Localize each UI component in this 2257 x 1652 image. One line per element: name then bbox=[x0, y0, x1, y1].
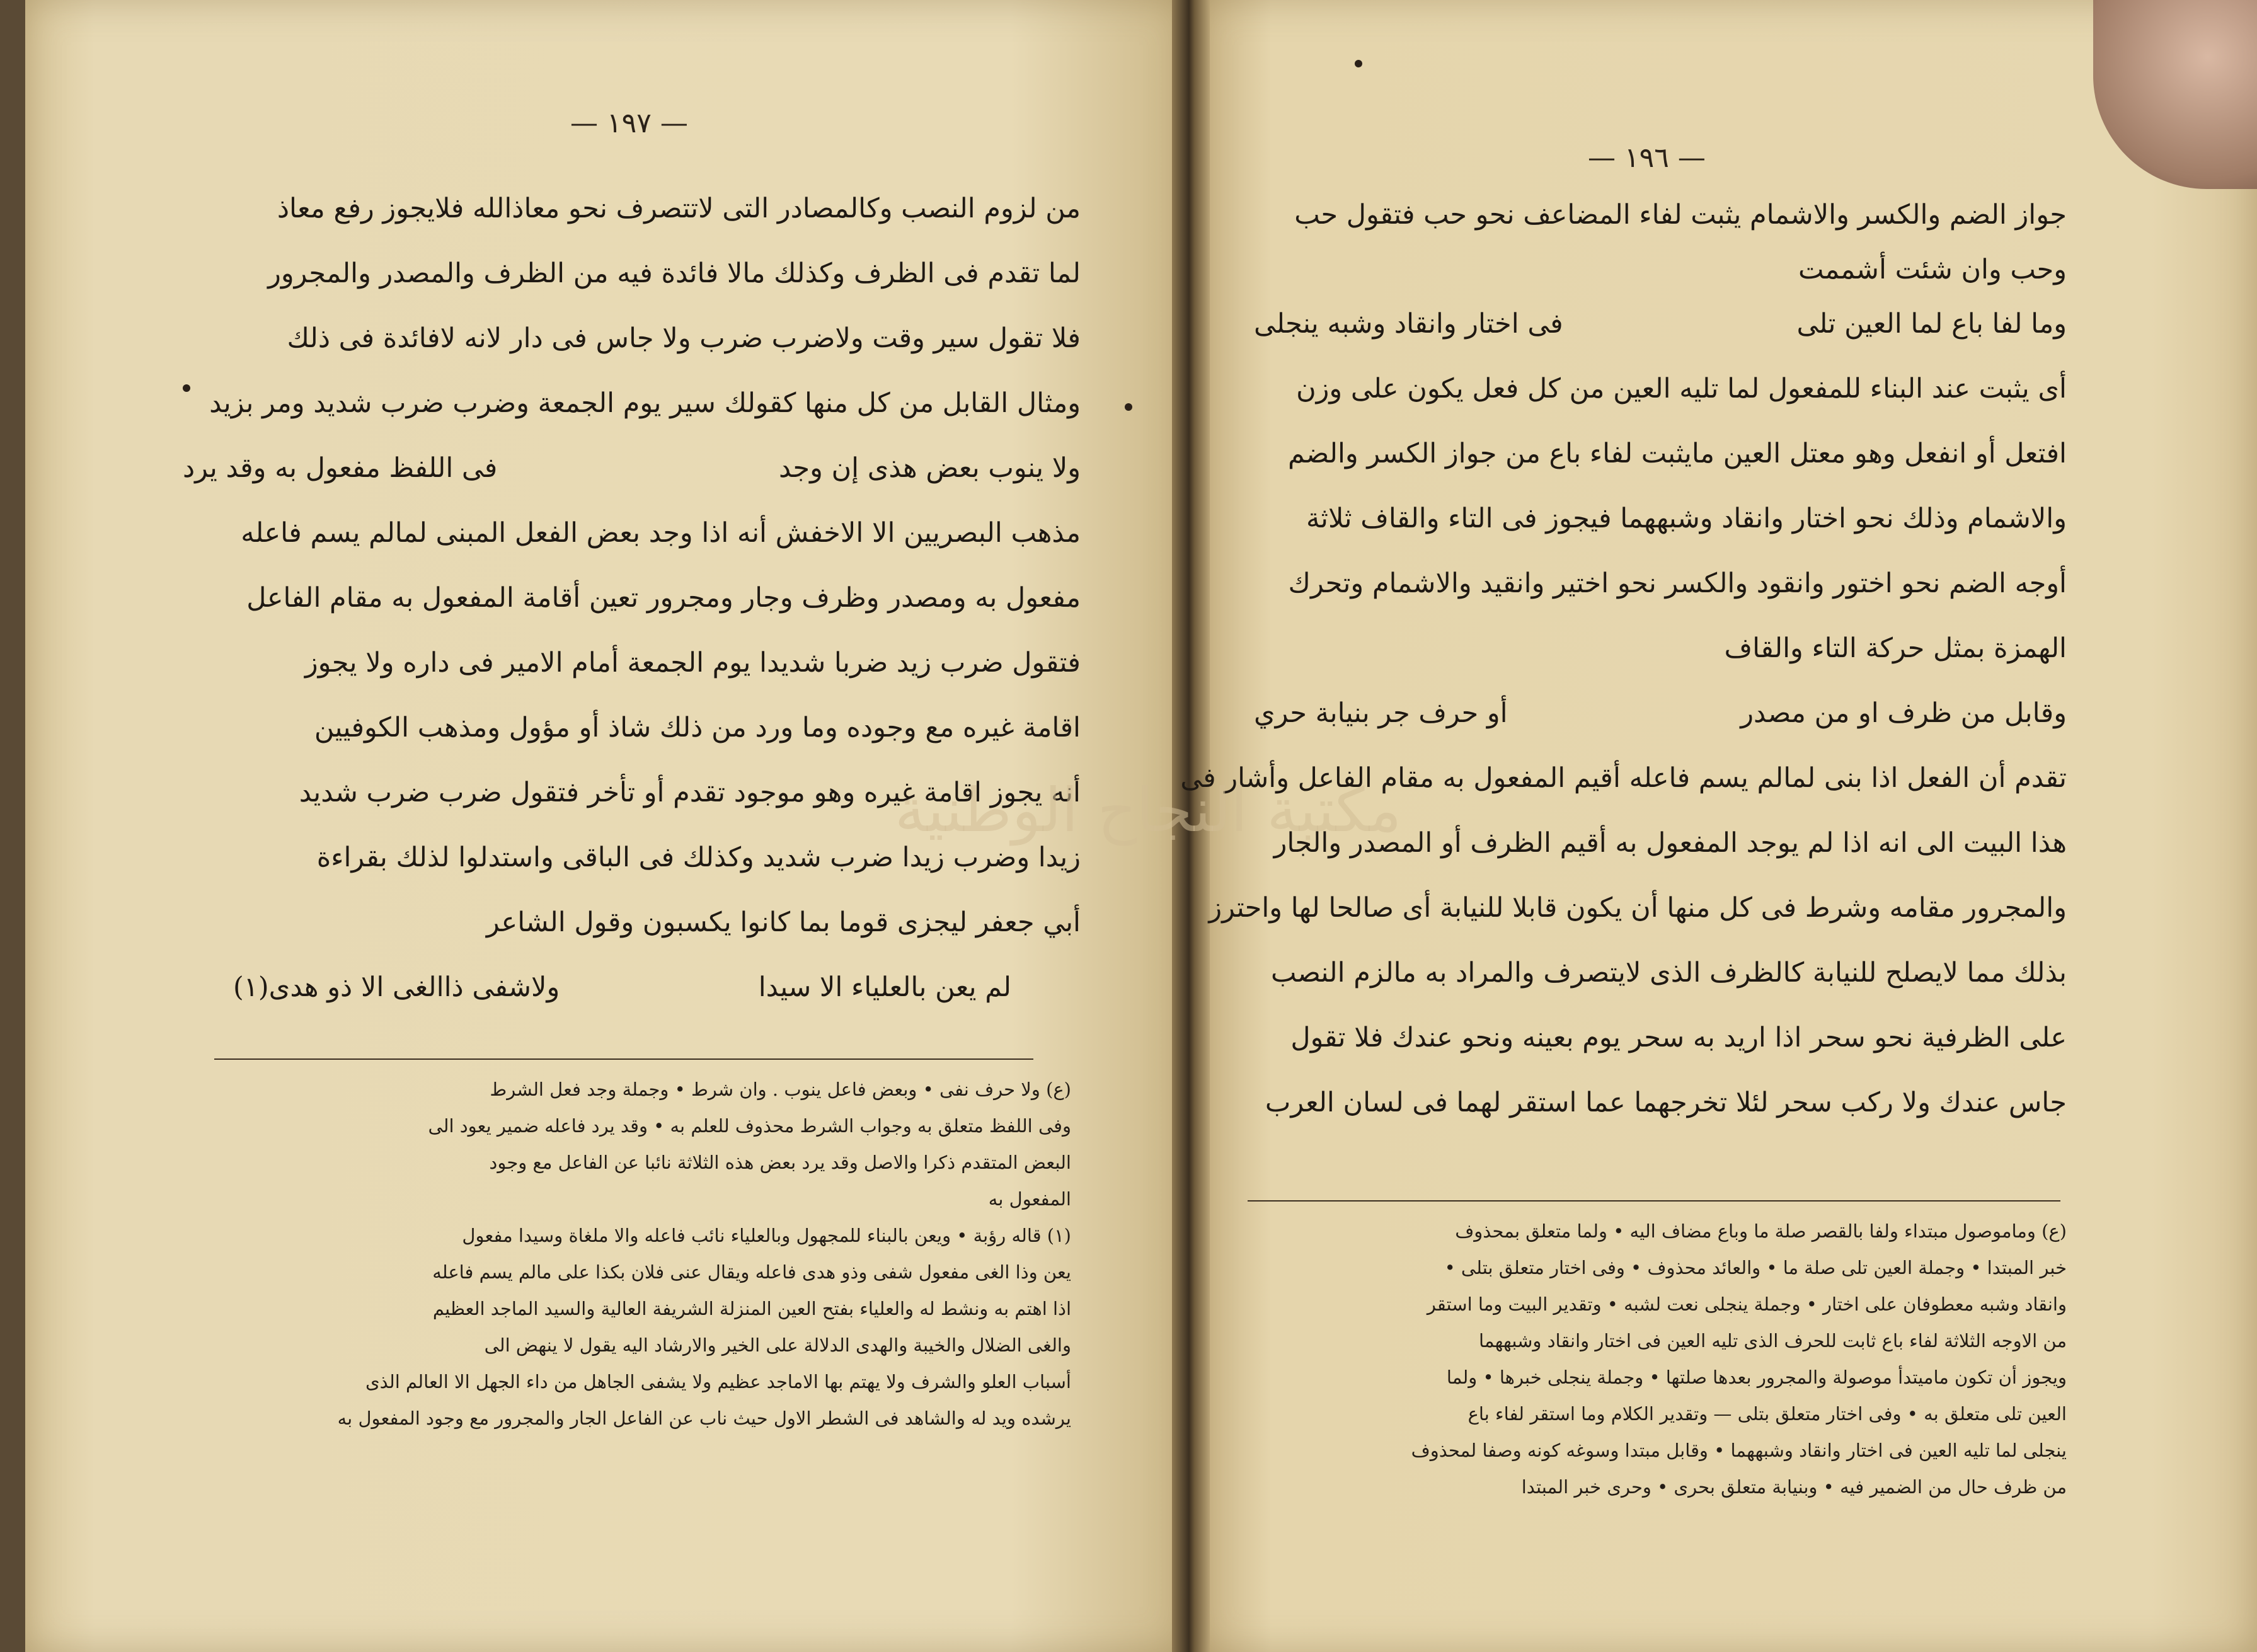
text-line: وحب وان شئت أشممت bbox=[1798, 254, 2067, 285]
text-line: زيدا وضرب زيدا ضرب شديد وكذلك فى الباقى واستدلوا لذلك بقراءة bbox=[316, 842, 1081, 873]
text-line: فلا تقول سير وقت ولاضرب ضرب ولا جاس فى دار لانه لافائدة فى ذلك bbox=[287, 323, 1081, 354]
footnote-line: اذا اهتم به ونشط له والعلياء بفتح العين المنزلة الشريفة العالية والسيد الماجد العظيم bbox=[432, 1298, 1071, 1319]
verse-line bbox=[1254, 292, 2067, 357]
text-line: والمجرور مقامه وشرط فى كل منها أن يكون قابلا للنيابة أى صالحا لها واحترز bbox=[1209, 892, 2067, 924]
verse-hemistich-right: ولا ينوب بعض هذى إن وجد bbox=[778, 452, 1081, 484]
text-line: مذهب البصريين الا الاخفش أنه اذا وجد بعض الفعل المبنى لمالم يسم فاعله bbox=[241, 517, 1081, 549]
footnote-line: أسباب العلو والشرف ولا يهتم بها الاماجد عظيم ولا يشفى الجاهل من داء الجهل الا العالم الذى bbox=[365, 1371, 1071, 1392]
text-line: بذلك مما لايصلح للنيابة كالظرف الذى لايتصرف والمراد به مالزم النصب bbox=[1271, 957, 2067, 989]
page-number-left: — ١٩٧ — bbox=[570, 107, 688, 139]
left-footnotes bbox=[189, 1071, 1071, 1437]
text-line: تقدم أن الفعل اذا بنى لمالم يسم فاعله أقيم المفعول به مقام الفاعل وأشار فى bbox=[1180, 762, 2067, 794]
text-line: اقامة غيره مع وجوده وما ورد من ذلك شاذ أو مؤول ومذهب الكوفيين bbox=[314, 712, 1081, 743]
text-line: والاشمام وذلك نحو اختار وانقاد وشبههما فيجوز فى التاء والقاف ثلاثة bbox=[1306, 503, 2067, 534]
footnote-line: (ع) ولا حرف نفى • وبعض فاعل ينوب . وان شرط • وجملة وجد فعل الشرط bbox=[490, 1079, 1071, 1100]
verse-hemistich-right: وقابل من ظرف او من مصدر bbox=[1740, 697, 2067, 729]
verse-line bbox=[183, 436, 1081, 501]
margin-mark bbox=[1125, 403, 1132, 411]
text-line: أى يثبت عند البناء للمفعول لما تليه العين من كل فعل يكون على وزن bbox=[1296, 373, 2067, 404]
right-footnotes bbox=[1248, 1213, 2067, 1505]
verse-hemistich-left: فى اختار وانقاد وشبه ينجلى bbox=[1254, 308, 1563, 340]
verse-line bbox=[183, 955, 1081, 1020]
text-line: الهمزة بمثل حركة التاء والقاف bbox=[1724, 633, 2067, 664]
page-number-right: — ١٩٦ — bbox=[1588, 142, 1706, 174]
left-main-text bbox=[183, 176, 1081, 1020]
footnote-line: يعن وذا الغى مفعول شفى وذو هدى فاعله ويقال عنى فلان بكذا على مالم يسم فاعله bbox=[432, 1261, 1071, 1283]
text-line: جواز الضم والكسر والاشمام يثبت لفاء المضاعف نحو حب فتقول حب bbox=[1294, 199, 2067, 231]
footnote-line: من الاوجه الثلاثة لفاء باع ثابت للحرف الذى تليه العين فى اختار وانقاد وشبههما bbox=[1479, 1330, 2067, 1351]
footnote-line: والغى الضلال والخيبة والهدى الدلالة على الخير والارشاد اليه يقول لا ينهض الى bbox=[484, 1334, 1071, 1356]
verse-hemistich-right: وما لفا باع لما العين تلى bbox=[1796, 308, 2067, 340]
footnote-line: العين تلى متعلق به • وفى اختار متعلق بتلى — وتقدير الكلام وما استقر لفاء باع bbox=[1467, 1403, 2067, 1425]
footnote-line: من ظرف حال من الضمير فيه • وبنيابة متعلق بحرى • وحرى خبر المبتدا bbox=[1521, 1476, 2067, 1498]
footnote-line: (ع) وماموصول مبتداء ولفا بالقصر صلة ما وباع مضاف اليه • ولما متعلق بمحذوف bbox=[1455, 1220, 2067, 1242]
text-line: أبي جعفر ليجزى قوما بما كانوا يكسبون وقول الشاعر bbox=[486, 907, 1081, 938]
footnote-line: وانقاد وشبه معطوفان على اختار • وجملة ينجلى نعت لشبه • وتقدير البيت وما استقر bbox=[1427, 1293, 2067, 1315]
text-line: أوجه الضم نحو اختور وانقود والكسر نحو اختير وانقيد والاشمام وتحرك bbox=[1288, 568, 2067, 599]
text-line: جاس عندك ولا ركب سحر لئلا تخرجهما عما استقر لهما فى لسان العرب bbox=[1265, 1087, 2067, 1118]
text-line: على الظرفية نحو سحر اذا اريد به سحر يوم بعينه ونحو عندك فلا تقول bbox=[1290, 1022, 2067, 1053]
footnote-line: وفى اللفظ متعلق به وجواب الشرط محذوف للعلم به • وقد يرد فاعله ضمير يعود الى bbox=[428, 1115, 1071, 1137]
footnote-line: خبر المبتدا • وجملة العين تلى صلة ما • والعائد محذوف • وفى اختار متعلق بتلى • bbox=[1444, 1257, 2067, 1278]
text-line: مفعول به ومصدر وظرف وجار ومجرور تعين أقامة المفعول به مقام الفاعل bbox=[246, 582, 1081, 614]
footnote-line: ينجلى لما تليه العين فى اختار وانقاد وشبههما • وقابل مبتدا وسوغه كونه وصفا لمحذوف bbox=[1411, 1440, 2067, 1461]
verse-hemistich-left: فى اللفظ مفعول به وقد يرد bbox=[183, 452, 498, 484]
text-line: ومثال القابل من كل منها كقولك سير يوم الجمعة وضرب ضرب شديد ومر بزيد bbox=[209, 387, 1081, 419]
text-line: هذا البيت الى انه اذا لم يوجد المفعول به أقيم الظرف أو المصدر والجار bbox=[1273, 827, 2067, 859]
footnote-line: (١) قاله رؤبة • ويعن بالبناء للمجهول وبالعلياء نائب فاعله والا ملغاة وسيدا مفعول bbox=[462, 1225, 1071, 1246]
text-line: فتقول ضرب زيد ضربا شديدا يوم الجمعة أمام الامير فى داره ولا يجوز bbox=[304, 647, 1081, 679]
footnote-line: يرشده ويد له والشاهد فى الشطر الاول حيث ناب عن الفاعل الجار والمجرور مع وجود المفعول به bbox=[337, 1408, 1071, 1429]
footnote-divider bbox=[214, 1058, 1033, 1060]
text-line: من لزوم النصب وكالمصادر التى لاتتصرف نحو معاذالله فلايجوز رفع معاذ bbox=[277, 193, 1081, 224]
margin-mark bbox=[183, 384, 190, 392]
footnote-divider bbox=[1248, 1200, 2060, 1202]
text-line: أنه يجوز اقامة غيره وهو موجود تقدم أو تأخر فتقول ضرب ضرب شديد bbox=[299, 777, 1081, 808]
verse-hemistich-left: ولاشفى ذاالغى الا ذو هدى(١) bbox=[233, 972, 560, 1003]
verse-line bbox=[1254, 681, 2067, 746]
verse-hemistich-left: أو حرف جر بنيابة حري bbox=[1254, 697, 1508, 729]
verse-hemistich-right: لم يعن بالعلياء الا سيدا bbox=[758, 972, 1011, 1003]
text-line: لما تقدم فى الظرف وكذلك مالا فائدة فيه من الظرف والمصدر والمجرور bbox=[268, 258, 1081, 289]
text-line: افتعل أو انفعل وهو معتل العين مايثبت لفاء باع من جواز الكسر والضم bbox=[1287, 438, 2067, 469]
footnote-line: ويجوز أن تكون ماميتدأ موصولة والمجرور بعدها صلتها • وجملة ينجلى خبرها • ولما bbox=[1446, 1367, 2067, 1388]
footnote-line: البعض المتقدم ذكرا والاصل وقد يرد بعض هذه الثلاثة نائبا عن الفاعل مع وجود bbox=[489, 1152, 1071, 1173]
footnote-line: المفعول به bbox=[988, 1188, 1071, 1210]
margin-mark bbox=[1355, 60, 1362, 67]
library-watermark: مكتبة النجاح الوطنية bbox=[895, 775, 1402, 846]
right-main-text bbox=[1180, 183, 2067, 1135]
